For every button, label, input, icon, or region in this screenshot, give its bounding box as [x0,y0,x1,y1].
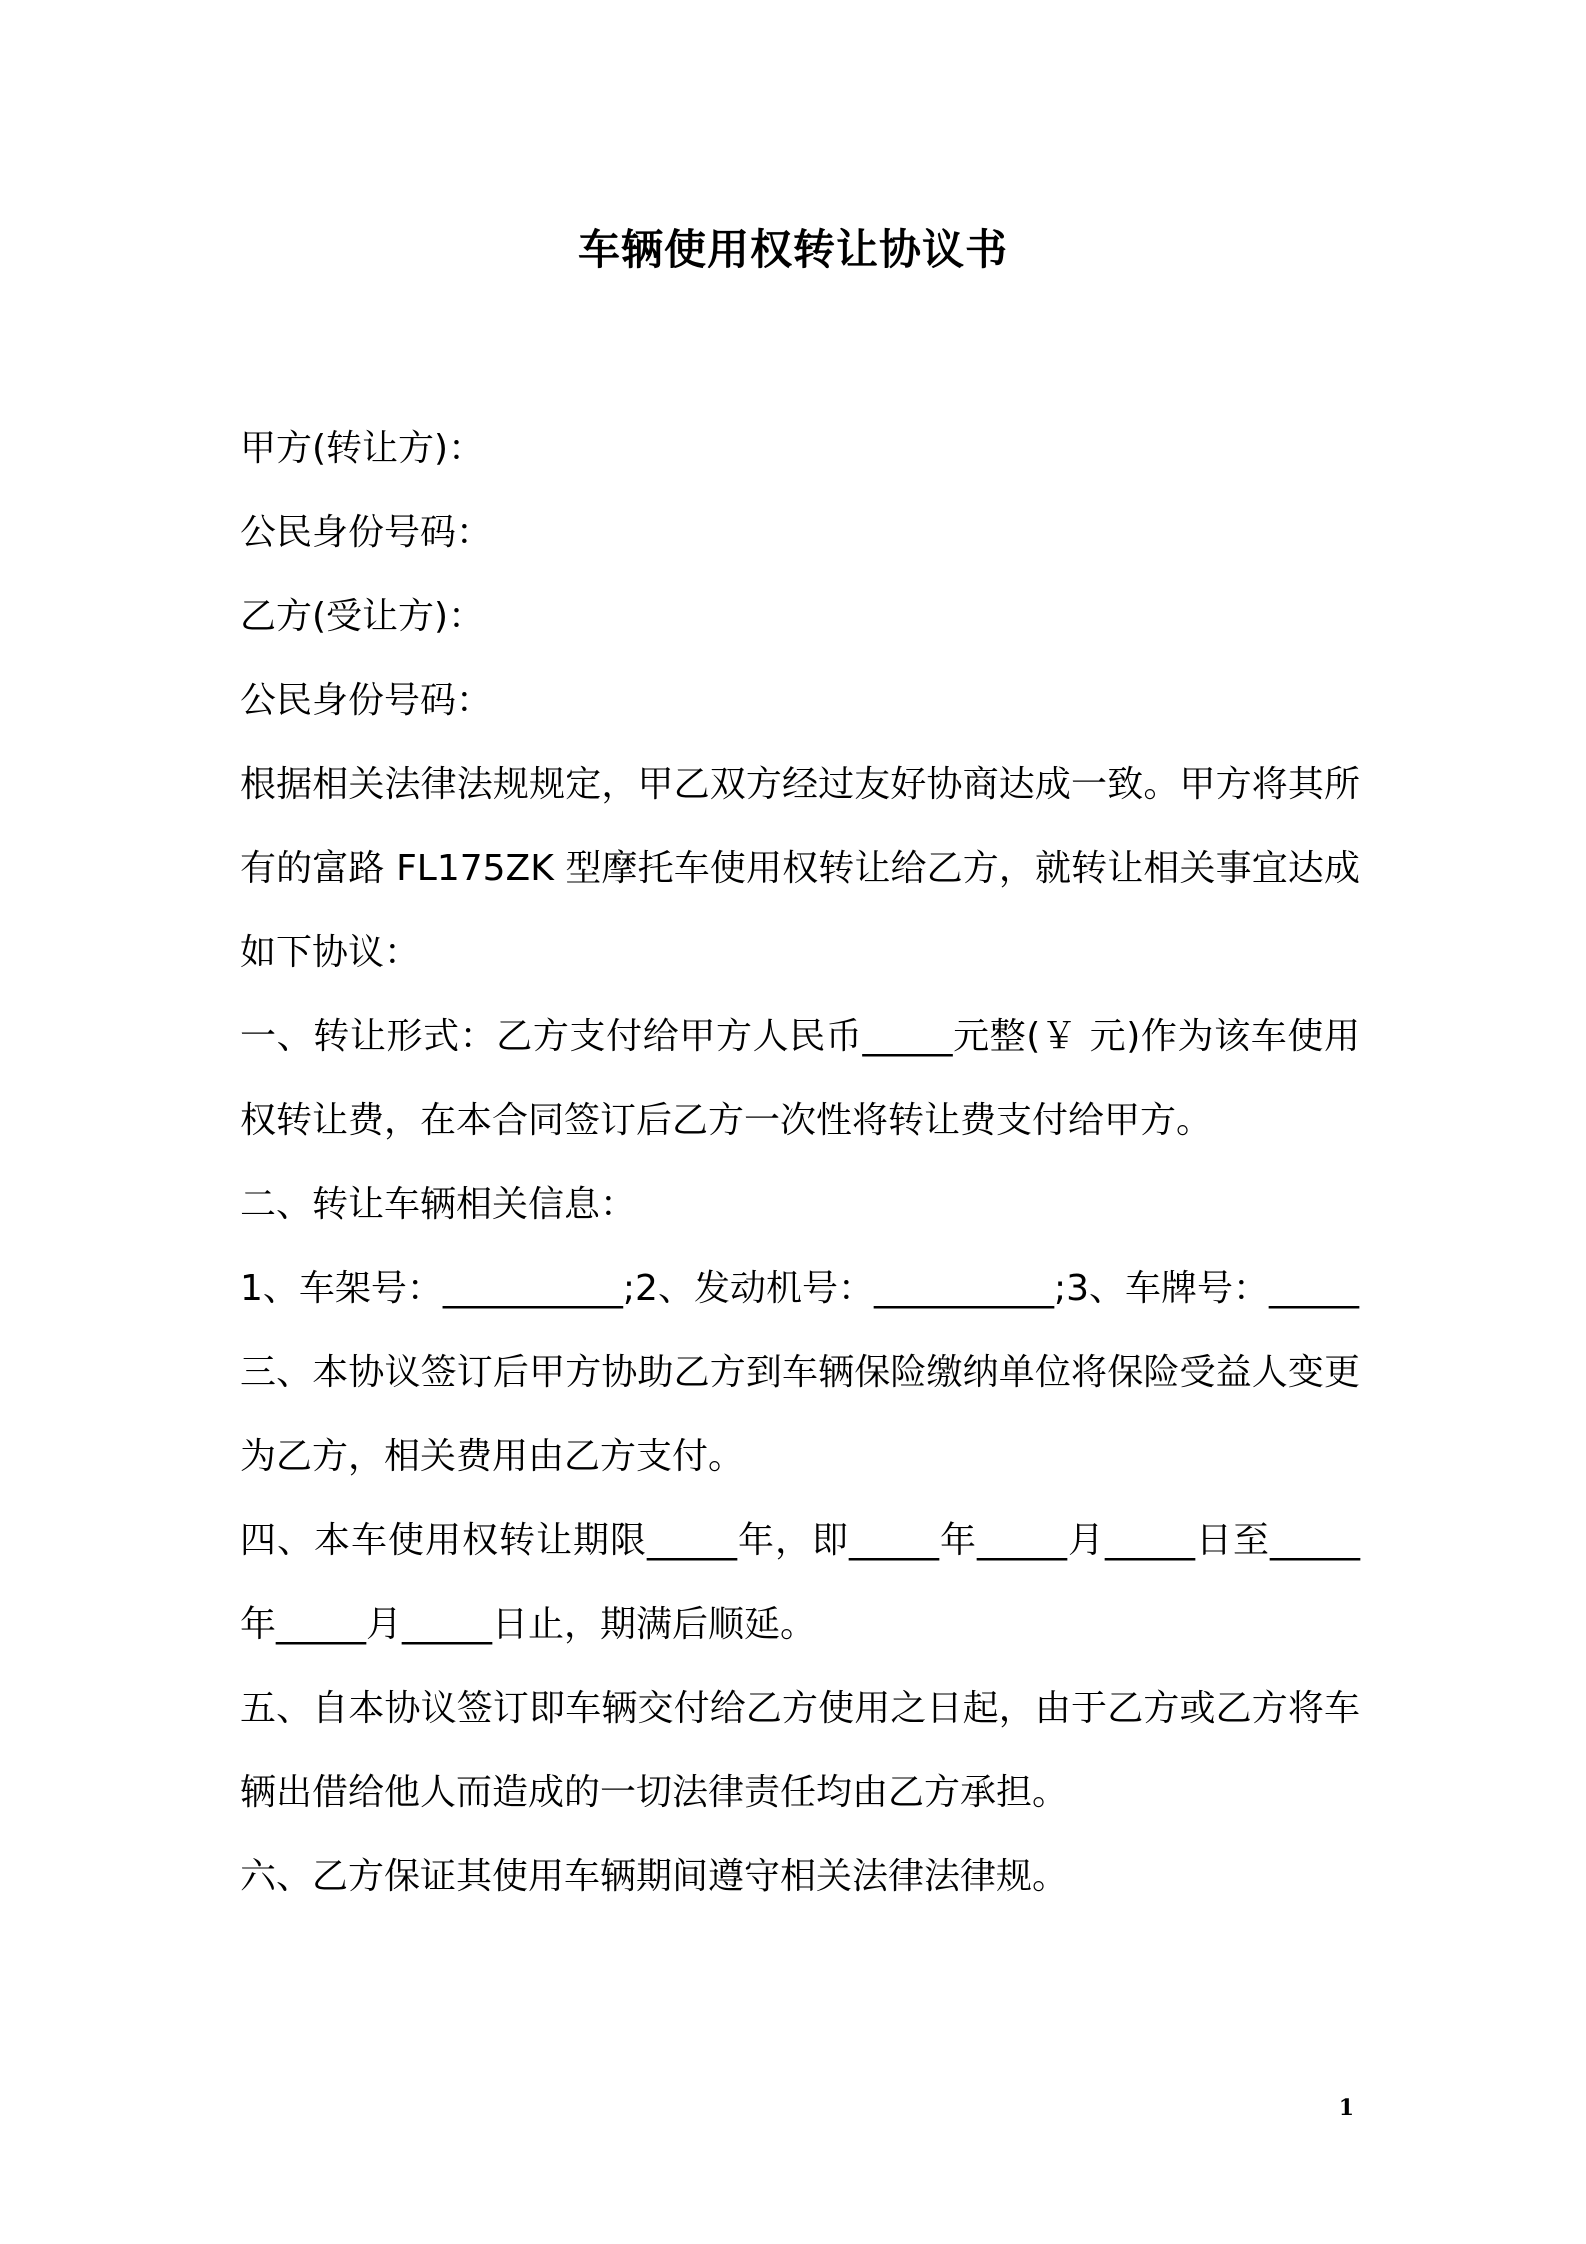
document-body [240,407,1360,1919]
clause-6-compliance: 六、乙方保证其使用车辆期间遵守相关法律法律规。 [240,1856,1069,1897]
document-title: 车辆使用权转让协议书 [577,225,1008,274]
clause-2-heading: 二、转让车辆相关信息： [240,1184,637,1225]
party-b-id-label: 公民身份号码： [240,680,493,721]
clause-1-transfer-form: 一、转让形式：乙方支付给甲方人民币_____元整(￥ 元)作为该车使用权转让费，在本合同签订后乙方一次性将转让费支付给甲方。 [240,1016,1360,1141]
preamble-paragraph: 根据相关法律法规规定，甲乙双方经过友好协商达成一致。甲方将其所有的富路 FL175ZK 型摩托车使用权转让给乙方，就转让相关事宜达成如下协议： [240,764,1360,973]
clause-2-vehicle-info: 1、车架号：__________;2、发动机号：__________;3、车牌号：_____ [240,1268,1359,1309]
party-a-id-label: 公民身份号码： [240,512,493,553]
party-b-label: 乙方(受让方)： [240,596,485,637]
party-a-label: 甲方(转让方)： [240,428,485,469]
clause-3-insurance: 三、本协议签订后甲方协助乙方到车辆保险缴纳单位将保险受益人变更为乙方，相关费用由乙方支付。 [240,1352,1360,1477]
page-number: 1 [1338,2095,1354,2121]
clause-4-term: 四、本车使用权转让期限_____年，即_____年_____月_____日至_____年_____月_____日止，期满后顺延。 [240,1520,1360,1645]
clause-5-liability: 五、自本协议签订即车辆交付给乙方使用之日起，由于乙方或乙方将车辆出借给他人而造成的一切法律责任均由乙方承担。 [240,1688,1360,1813]
